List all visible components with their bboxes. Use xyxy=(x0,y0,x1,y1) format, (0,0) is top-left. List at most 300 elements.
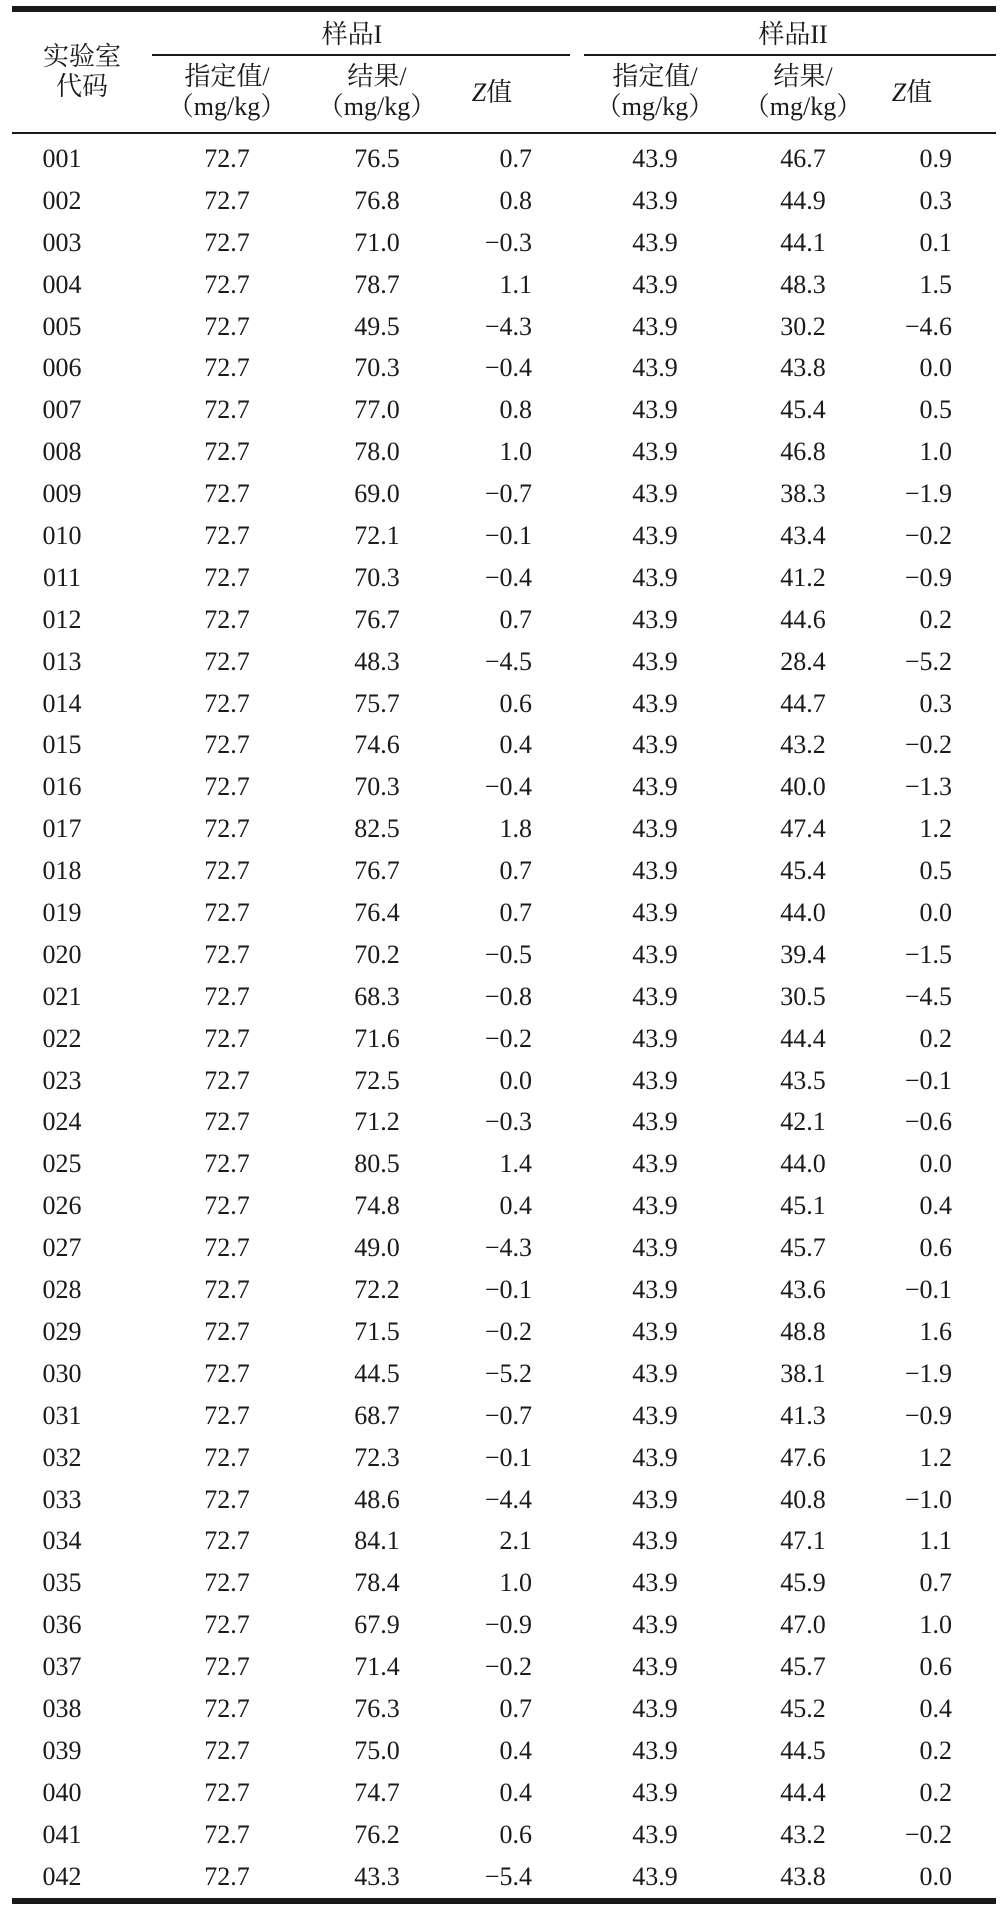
table-row xyxy=(12,1520,996,1562)
result-1-cell: 74.8 xyxy=(354,1191,400,1221)
z-score-2-cell: 0.2 xyxy=(919,604,952,634)
assigned-value-2-cell: 43.9 xyxy=(632,646,678,676)
sample-2-group-rule xyxy=(584,54,996,56)
assigned-value-1-cell: 72.7 xyxy=(204,1610,250,1640)
result-1-cell: 68.3 xyxy=(354,981,400,1011)
table-row xyxy=(12,1688,996,1730)
z-score-2-cell: 0.2 xyxy=(919,1777,952,1807)
z-score-2-cell: −0.9 xyxy=(904,1400,952,1430)
result-1-cell: 70.3 xyxy=(354,772,400,802)
table-row xyxy=(12,222,996,264)
z-score-1-cell: −0.5 xyxy=(484,939,532,969)
lab-code-cell: 024 xyxy=(42,1107,82,1137)
z-score-2-cell: 1.2 xyxy=(919,1442,952,1472)
result-1-cell: 71.0 xyxy=(354,227,400,257)
table-row xyxy=(12,1060,996,1102)
z-score-2-cell: −4.5 xyxy=(904,981,952,1011)
table-row xyxy=(12,1395,996,1437)
result-1-cell: 71.6 xyxy=(354,1023,400,1053)
assigned-value-2-cell: 43.9 xyxy=(632,1610,678,1640)
lab-code-cell: 011 xyxy=(42,562,82,592)
assigned-value-1-cell: 72.7 xyxy=(204,1652,250,1682)
z-score-2-cell: −0.2 xyxy=(904,521,952,551)
assigned-value-1-cell: 72.7 xyxy=(204,1819,250,1849)
result-1-cell: 80.5 xyxy=(354,1149,400,1179)
assigned-value-2-cell: 43.9 xyxy=(632,227,678,257)
lab-code-cell: 008 xyxy=(42,437,82,467)
z-score-1-cell: 0.7 xyxy=(499,1693,532,1723)
z-score-2-cell: 0.6 xyxy=(919,1233,952,1263)
assigned-value-1-cell: 72.7 xyxy=(204,1526,250,1556)
assigned-value-2-cell: 43.9 xyxy=(632,1400,678,1430)
z-score-2-cell: 0.5 xyxy=(919,856,952,886)
table-row xyxy=(12,641,996,683)
lab-code-cell: 038 xyxy=(42,1693,82,1723)
assigned-value-2-cell: 43.9 xyxy=(632,1819,678,1849)
result-1-cell: 48.6 xyxy=(354,1484,400,1514)
header-sample-1: 样品I xyxy=(321,20,383,49)
z-score-2-cell: 0.6 xyxy=(919,1652,952,1682)
result-1-cell: 72.2 xyxy=(354,1275,400,1305)
table-row xyxy=(12,431,996,473)
assigned-value-1-cell: 72.7 xyxy=(204,1358,250,1388)
result-2-cell: 44.1 xyxy=(780,227,826,257)
z-score-1-cell: 0.8 xyxy=(499,395,532,425)
result-2-cell: 30.5 xyxy=(780,981,826,1011)
assigned-value-1-cell: 72.7 xyxy=(204,1693,250,1723)
result-2-cell: 43.4 xyxy=(780,521,826,551)
table-row xyxy=(12,1269,996,1311)
result-2-cell: 40.0 xyxy=(780,772,826,802)
result-1-cell: 70.3 xyxy=(354,562,400,592)
assigned-value-1-cell: 72.7 xyxy=(204,1442,250,1472)
assigned-value-2-cell: 43.9 xyxy=(632,144,678,173)
assigned-value-2-cell: 43.9 xyxy=(632,772,678,802)
z-score-2-cell: −0.6 xyxy=(904,1107,952,1137)
assigned-value-1-cell: 72.7 xyxy=(204,856,250,886)
header-result-2: 结果/ （mg/kg） xyxy=(743,62,863,121)
assigned-value-1-cell: 72.7 xyxy=(204,395,250,425)
result-1-cell: 71.2 xyxy=(354,1107,400,1137)
z-score-2-cell: 1.5 xyxy=(919,269,952,299)
sample-1-group-rule xyxy=(152,54,570,56)
table-bottom-rule xyxy=(12,1898,996,1904)
z-score-2-cell: 0.9 xyxy=(919,144,952,173)
z-score-2-cell: 0.4 xyxy=(919,1693,952,1723)
result-2-cell: 45.4 xyxy=(780,395,826,425)
table-row xyxy=(12,724,996,766)
z-score-2-cell: −1.5 xyxy=(904,939,952,969)
assigned-value-2-cell: 43.9 xyxy=(632,1149,678,1179)
result-2-cell: 42.1 xyxy=(780,1107,826,1137)
table-row xyxy=(12,1562,996,1604)
assigned-value-1-cell: 72.7 xyxy=(204,1316,250,1346)
table-row xyxy=(12,976,996,1018)
z-score-2-cell: 0.3 xyxy=(919,185,952,215)
assigned-value-2-cell: 43.9 xyxy=(632,562,678,592)
lab-code-cell: 028 xyxy=(42,1275,82,1305)
lab-code-cell: 009 xyxy=(42,479,82,509)
z-score-1-cell: 0.4 xyxy=(499,1735,532,1765)
table-body xyxy=(12,138,996,1897)
lab-code-cell: 012 xyxy=(42,604,82,634)
z-score-2-cell: 0.2 xyxy=(919,1735,952,1765)
z-score-1-cell: 0.6 xyxy=(499,688,532,718)
lab-code-cell: 039 xyxy=(42,1735,82,1765)
z-score-2-cell: −0.2 xyxy=(904,1819,952,1849)
z-score-1-cell: 0.7 xyxy=(499,856,532,886)
assigned-value-2-cell: 43.9 xyxy=(632,521,678,551)
lab-code-cell: 013 xyxy=(42,646,82,676)
result-1-cell: 43.3 xyxy=(354,1861,400,1891)
z-score-2-cell: −5.2 xyxy=(904,646,952,676)
z-score-1-cell: −5.2 xyxy=(484,1358,532,1388)
result-2-cell: 44.4 xyxy=(780,1777,826,1807)
table-row xyxy=(12,306,996,348)
table-row xyxy=(12,808,996,850)
result-2-cell: 47.1 xyxy=(780,1526,826,1556)
result-2-cell: 46.8 xyxy=(780,437,826,467)
table-row xyxy=(12,683,996,725)
z-score-1-cell: −0.9 xyxy=(484,1610,532,1640)
result-1-cell: 49.5 xyxy=(354,311,400,341)
table-row xyxy=(12,515,996,557)
assigned-value-1-cell: 72.7 xyxy=(204,1233,250,1263)
z-score-1-cell: 0.8 xyxy=(499,185,532,215)
table-row xyxy=(12,1101,996,1143)
assigned-value-2-cell: 43.9 xyxy=(632,1316,678,1346)
assigned-value-1-cell: 72.7 xyxy=(204,646,250,676)
z-score-2-cell: 0.0 xyxy=(919,353,952,383)
z-score-1-cell: 1.0 xyxy=(499,1568,532,1598)
assigned-value-2-cell: 43.9 xyxy=(632,898,678,928)
result-1-cell: 71.4 xyxy=(354,1652,400,1682)
result-1-cell: 78.4 xyxy=(354,1568,400,1598)
z-score-1-cell: −4.3 xyxy=(484,1233,532,1263)
result-1-cell: 68.7 xyxy=(354,1400,400,1430)
z-score-2-cell: 0.3 xyxy=(919,688,952,718)
z-score-1-cell: −0.2 xyxy=(484,1316,532,1346)
z-score-1-cell: −0.4 xyxy=(484,562,532,592)
z-score-1-cell: 0.4 xyxy=(499,730,532,760)
lab-code-cell: 032 xyxy=(42,1442,82,1472)
result-1-cell: 76.3 xyxy=(354,1693,400,1723)
result-2-cell: 45.1 xyxy=(780,1191,826,1221)
table-row xyxy=(12,1856,996,1898)
result-2-cell: 44.0 xyxy=(780,898,826,928)
lab-code-cell: 025 xyxy=(42,1149,82,1179)
assigned-value-1-cell: 72.7 xyxy=(204,981,250,1011)
assigned-value-1-cell: 72.7 xyxy=(204,1065,250,1095)
table-row xyxy=(12,1646,996,1688)
table-row xyxy=(12,599,996,641)
assigned-value-1-cell: 72.7 xyxy=(204,1400,250,1430)
assigned-value-2-cell: 43.9 xyxy=(632,1484,678,1514)
z-score-1-cell: −0.1 xyxy=(484,521,532,551)
z-score-2-cell: −0.9 xyxy=(904,562,952,592)
z-score-1-cell: −4.3 xyxy=(484,311,532,341)
z-score-1-cell: 0.4 xyxy=(499,1777,532,1807)
assigned-value-2-cell: 43.9 xyxy=(632,688,678,718)
result-2-cell: 47.0 xyxy=(780,1610,826,1640)
z-score-1-cell: 0.4 xyxy=(499,1191,532,1221)
header-assigned-2: 指定值/ （mg/kg） xyxy=(595,62,715,121)
result-1-cell: 76.4 xyxy=(354,898,400,928)
table-row xyxy=(12,934,996,976)
assigned-value-2-cell: 43.9 xyxy=(632,269,678,299)
assigned-value-2-cell: 43.9 xyxy=(632,479,678,509)
assigned-value-2-cell: 43.9 xyxy=(632,185,678,215)
result-2-cell: 28.4 xyxy=(780,646,826,676)
result-2-cell: 44.6 xyxy=(780,604,826,634)
result-1-cell: 44.5 xyxy=(354,1358,400,1388)
result-2-cell: 45.7 xyxy=(780,1233,826,1263)
result-2-cell: 44.7 xyxy=(780,688,826,718)
result-1-cell: 69.0 xyxy=(354,479,400,509)
z-score-1-cell: −4.5 xyxy=(484,646,532,676)
header-assigned-1: 指定值/ （mg/kg） xyxy=(167,62,287,121)
assigned-value-1-cell: 72.7 xyxy=(204,1107,250,1137)
assigned-value-2-cell: 43.9 xyxy=(632,939,678,969)
assigned-value-2-cell: 43.9 xyxy=(632,1233,678,1263)
lab-code-cell: 042 xyxy=(42,1861,82,1891)
table-row xyxy=(12,1814,996,1856)
lab-code-cell: 017 xyxy=(42,814,82,844)
z-score-2-cell: −1.0 xyxy=(904,1484,952,1514)
result-2-cell: 30.2 xyxy=(780,311,826,341)
assigned-value-2-cell: 43.9 xyxy=(632,730,678,760)
result-2-cell: 48.3 xyxy=(780,269,826,299)
lab-code-cell: 040 xyxy=(42,1777,82,1807)
result-2-cell: 44.9 xyxy=(780,185,826,215)
z-score-2-cell: −4.6 xyxy=(904,311,952,341)
z-score-1-cell: −0.2 xyxy=(484,1023,532,1053)
result-1-cell: 76.2 xyxy=(354,1819,400,1849)
table-row xyxy=(12,557,996,599)
table-row xyxy=(12,473,996,515)
assigned-value-1-cell: 72.7 xyxy=(204,730,250,760)
assigned-value-1-cell: 72.7 xyxy=(204,898,250,928)
z-score-2-cell: 1.1 xyxy=(919,1526,952,1556)
assigned-value-1-cell: 72.7 xyxy=(204,1484,250,1514)
result-2-cell: 38.1 xyxy=(780,1358,826,1388)
z-score-1-cell: −0.4 xyxy=(484,772,532,802)
assigned-value-2-cell: 43.9 xyxy=(632,1693,678,1723)
table-row xyxy=(12,1185,996,1227)
assigned-value-2-cell: 43.9 xyxy=(632,604,678,634)
assigned-value-2-cell: 43.9 xyxy=(632,353,678,383)
result-2-cell: 45.4 xyxy=(780,856,826,886)
assigned-value-1-cell: 72.7 xyxy=(204,604,250,634)
z-score-1-cell: 1.1 xyxy=(499,269,532,299)
assigned-value-1-cell: 72.7 xyxy=(204,939,250,969)
z-score-2-cell: −0.1 xyxy=(904,1275,952,1305)
assigned-value-2-cell: 43.9 xyxy=(632,856,678,886)
z-score-1-cell: 0.7 xyxy=(499,144,532,173)
assigned-value-1-cell: 72.7 xyxy=(204,269,250,299)
result-1-cell: 76.5 xyxy=(354,144,400,173)
table-top-rule xyxy=(12,6,996,12)
result-1-cell: 77.0 xyxy=(354,395,400,425)
assigned-value-1-cell: 72.7 xyxy=(204,479,250,509)
lab-code-cell: 010 xyxy=(42,521,82,551)
header-z-1 xyxy=(452,78,532,108)
lab-code-cell: 022 xyxy=(42,1023,82,1053)
z-score-2-cell: 1.6 xyxy=(919,1316,952,1346)
lab-code-cell: 003 xyxy=(42,227,82,257)
result-2-cell: 45.2 xyxy=(780,1693,826,1723)
z-score-1-cell: −0.3 xyxy=(484,1107,532,1137)
result-1-cell: 49.0 xyxy=(354,1233,400,1263)
assigned-value-2-cell: 43.9 xyxy=(632,1777,678,1807)
z-score-1-cell: 0.6 xyxy=(499,1819,532,1849)
assigned-value-1-cell: 72.7 xyxy=(204,772,250,802)
assigned-value-2-cell: 43.9 xyxy=(632,1652,678,1682)
table-row xyxy=(12,850,996,892)
result-1-cell: 70.2 xyxy=(354,939,400,969)
lab-code-cell: 034 xyxy=(42,1526,82,1556)
z-score-2-cell: 0.4 xyxy=(919,1191,952,1221)
assigned-value-1-cell: 72.7 xyxy=(204,814,250,844)
lab-code-cell: 014 xyxy=(42,688,82,718)
assigned-value-1-cell: 72.7 xyxy=(204,1191,250,1221)
z-score-2-cell: 1.0 xyxy=(919,1610,952,1640)
result-1-cell: 82.5 xyxy=(354,814,400,844)
lab-code-cell: 007 xyxy=(42,395,82,425)
result-2-cell: 47.6 xyxy=(780,1442,826,1472)
result-1-cell: 76.7 xyxy=(354,604,400,634)
result-1-cell: 67.9 xyxy=(354,1610,400,1640)
table-row xyxy=(12,389,996,431)
z-score-1-cell: 1.4 xyxy=(499,1149,532,1179)
z-score-1-cell: −5.4 xyxy=(484,1861,532,1891)
z-score-2-cell: 0.0 xyxy=(919,1861,952,1891)
z-score-1-cell: 0.7 xyxy=(499,898,532,928)
assigned-value-1-cell: 72.7 xyxy=(204,353,250,383)
table-row xyxy=(12,264,996,306)
z-score-1-cell: 0.0 xyxy=(499,1065,532,1095)
z-score-2-cell: 0.5 xyxy=(919,395,952,425)
z-score-1-cell: −0.7 xyxy=(484,1400,532,1430)
lab-code-cell: 026 xyxy=(42,1191,82,1221)
assigned-value-1-cell: 72.7 xyxy=(204,144,250,173)
table-row xyxy=(12,766,996,808)
assigned-value-1-cell: 72.7 xyxy=(204,688,250,718)
assigned-value-1-cell: 72.7 xyxy=(204,1777,250,1807)
table-row xyxy=(12,1479,996,1521)
assigned-value-1-cell: 72.7 xyxy=(204,1023,250,1053)
header-bottom-rule xyxy=(12,132,996,134)
assigned-value-2-cell: 43.9 xyxy=(632,1735,678,1765)
z-score-2-cell: 1.0 xyxy=(919,437,952,467)
lab-code-cell: 036 xyxy=(42,1610,82,1640)
lab-code-cell: 033 xyxy=(42,1484,82,1514)
assigned-value-1-cell: 72.7 xyxy=(204,1735,250,1765)
assigned-value-2-cell: 43.9 xyxy=(632,1191,678,1221)
lab-code-cell: 006 xyxy=(42,353,82,383)
z-score-2-cell: −1.3 xyxy=(904,772,952,802)
table-row xyxy=(12,1437,996,1479)
lab-code-cell: 027 xyxy=(42,1233,82,1263)
z-score-1-cell: −0.8 xyxy=(484,981,532,1011)
result-1-cell: 71.5 xyxy=(354,1316,400,1346)
lab-code-cell: 021 xyxy=(42,981,82,1011)
header-result-1: 结果/ （mg/kg） xyxy=(317,62,437,121)
z-score-1-cell: −0.2 xyxy=(484,1652,532,1682)
lab-code-cell: 020 xyxy=(42,939,82,969)
assigned-value-1-cell: 72.7 xyxy=(204,1568,250,1598)
result-2-cell: 44.0 xyxy=(780,1149,826,1179)
table-row xyxy=(12,1227,996,1269)
lab-code-cell: 002 xyxy=(42,185,82,215)
assigned-value-2-cell: 43.9 xyxy=(632,981,678,1011)
table-row xyxy=(12,1730,996,1772)
table-row xyxy=(12,1143,996,1185)
assigned-value-2-cell: 43.9 xyxy=(632,1107,678,1137)
result-1-cell: 72.3 xyxy=(354,1442,400,1472)
result-1-cell: 72.1 xyxy=(354,521,400,551)
result-1-cell: 75.0 xyxy=(354,1735,400,1765)
assigned-value-2-cell: 43.9 xyxy=(632,1023,678,1053)
result-2-cell: 41.3 xyxy=(780,1400,826,1430)
lab-code-cell: 037 xyxy=(42,1652,82,1682)
result-2-cell: 43.8 xyxy=(780,1861,826,1891)
z-suffix: 值 xyxy=(486,78,513,107)
z-score-1-cell: −0.7 xyxy=(484,479,532,509)
assigned-value-1-cell: 72.7 xyxy=(204,562,250,592)
z-suffix: 值 xyxy=(906,78,933,107)
result-2-cell: 39.4 xyxy=(780,939,826,969)
assigned-value-2-cell: 43.9 xyxy=(632,1442,678,1472)
z-score-1-cell: −0.3 xyxy=(484,227,532,257)
assigned-value-1-cell: 72.7 xyxy=(204,311,250,341)
assigned-value-2-cell: 43.9 xyxy=(632,437,678,467)
result-2-cell: 46.7 xyxy=(780,144,826,173)
assigned-value-2-cell: 43.9 xyxy=(632,1568,678,1598)
table-row xyxy=(12,1353,996,1395)
result-2-cell: 45.7 xyxy=(780,1652,826,1682)
result-1-cell: 70.3 xyxy=(354,353,400,383)
z-score-1-cell: −0.1 xyxy=(484,1442,532,1472)
header-z-2 xyxy=(872,78,952,108)
header-sample-2: 样品II xyxy=(758,20,828,49)
table-row xyxy=(12,1018,996,1060)
lab-code-cell: 001 xyxy=(42,144,82,173)
result-1-cell: 78.0 xyxy=(354,437,400,467)
z-score-1-cell: 1.8 xyxy=(499,814,532,844)
z-score-2-cell: 0.0 xyxy=(919,1149,952,1179)
assigned-value-2-cell: 43.9 xyxy=(632,1275,678,1305)
result-2-cell: 41.2 xyxy=(780,562,826,592)
result-2-cell: 48.8 xyxy=(780,1316,826,1346)
lab-code-cell: 041 xyxy=(42,1819,82,1849)
lab-code-cell: 005 xyxy=(42,311,82,341)
assigned-value-1-cell: 72.7 xyxy=(204,1861,250,1891)
lab-code-cell: 019 xyxy=(42,898,82,928)
assigned-value-1-cell: 72.7 xyxy=(204,437,250,467)
z-score-1-cell: −0.4 xyxy=(484,353,532,383)
result-1-cell: 48.3 xyxy=(354,646,400,676)
z-letter: Z xyxy=(891,78,907,107)
assigned-value-2-cell: 43.9 xyxy=(632,1358,678,1388)
assigned-value-2-cell: 43.9 xyxy=(632,311,678,341)
lab-code-cell: 018 xyxy=(42,856,82,886)
assigned-value-1-cell: 72.7 xyxy=(204,185,250,215)
table-row xyxy=(12,1311,996,1353)
assigned-value-2-cell: 43.9 xyxy=(632,1526,678,1556)
assigned-value-1-cell: 72.7 xyxy=(204,227,250,257)
result-2-cell: 43.2 xyxy=(780,1819,826,1849)
